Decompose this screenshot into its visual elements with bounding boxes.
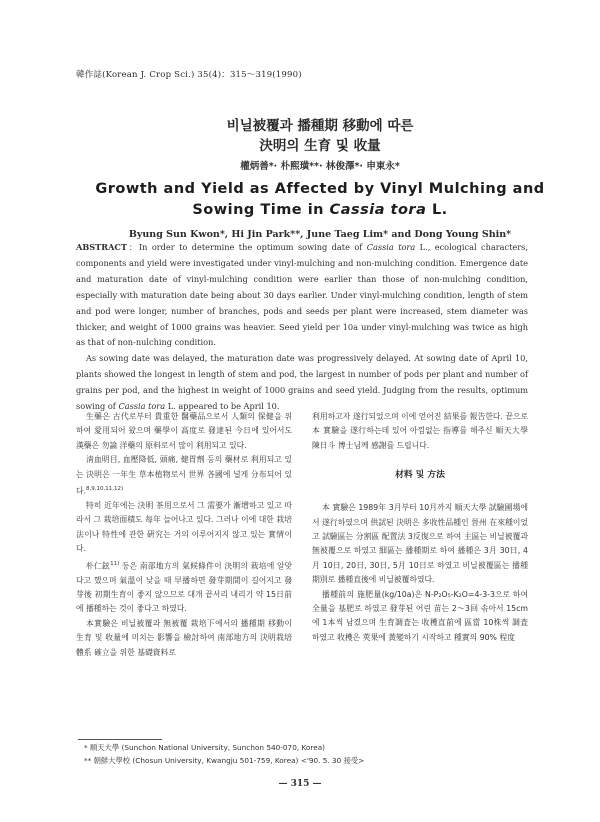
abstract-text: L. appeared to be April 10. [165, 401, 280, 412]
citation: 11) [110, 560, 120, 567]
species-name: Cassia tora [366, 242, 416, 252]
intro-text: 등은 南部地方의 氣候條件이 決明의 栽培에 알맞다고 했으며 氣溫이 낮을 때 早播하면 發芽期間이 길어지고 發芽後 初期生育이 좋지 않으므로 대개 끝서리 내리기 약 15日前에 播種하는 것이 좋다고 하였다. [76, 561, 293, 614]
abstract [76, 240, 528, 415]
abstract-paragraph-2 [76, 351, 528, 415]
intro-text: 朴仁鉉 [86, 561, 111, 571]
korean-title-line-2: 決明의 生育 및 收量 [259, 138, 381, 154]
english-title-line-1: Growth and Yield as Affected by Vinyl Mulching and [95, 181, 545, 197]
methods-paragraph-2: 播種前의 施肥量(kg/10a)은 N-P₂O₅-K₂O=4-3-3으로 하여 全量을 基肥로 하였고 發芽된 어린 苗는 2〜3回 솎아서 15cm에 1本씩 남겼으며 生育調査는 收穫直前에 區當 10株씩 調査하였고 收穫은 莢果에 黃變하기 시작하고 種實의 90% 程度 [312, 589, 528, 642]
footnotes [84, 741, 364, 767]
english-title [60, 179, 580, 221]
korean-title [60, 116, 580, 156]
abstract-text: ：In order to determine the optimum sowing date of [127, 242, 367, 252]
body-column-right [312, 410, 528, 645]
intro-paragraph-2 [76, 453, 292, 499]
citation: 8,9,10,11,12) [86, 486, 124, 493]
species-name: Cassia tora [118, 401, 166, 412]
abstract-paragraph-1 [76, 240, 528, 351]
title-in: in [307, 202, 324, 218]
body-column-left [76, 410, 292, 660]
footnote-divider [78, 739, 162, 740]
english-title-line-2 [60, 200, 580, 221]
abstract-label: ABSTRACT [76, 242, 128, 252]
intro-paragraph-5: 本實驗은 비닐被覆과 無被覆 栽培下에서의 播種期 移動이 生育 및 收量에 미치는 影響을 檢討하여 南部地方의 決明栽培體系 確立을 위한 基礎資料로 [76, 618, 292, 657]
intro-paragraph-1: 生藥은 古代로부터 貴重한 醫藥品으로서 人類의 保健을 위하여 愛用되어 왔으며 藥學이 高度로 發達된 今日에 있어서도 漢藥은 勿論 洋藥의 原料로서 많이 利用되고 있다. [76, 412, 292, 450]
english-authors: Byung Sun Kwon*, Hi Jin Park**, June Taeg Lim* and Dong Young Shin* [128, 229, 512, 240]
intro-paragraph-3: 特히 近年에는 決明 茶用으로서 그 需要가 漸增하고 있고 따라서 그 栽培面積도 每年 늘어나고 있다. 그러나 이에 대한 栽培法이나 特性에 관한 硏究는 거의 이루어지지 않고 있는 實情이다. [76, 501, 292, 554]
footnote-1: * 順天大學 (Sunchon National University, Sunchon 540-070, Korea) [84, 743, 326, 752]
title-species: Cassia tora [329, 202, 427, 218]
abstract-text: As sowing date was delayed, the maturation date was progressively delayed. At sowing date of April 10, plants showed the longest in length of stem and pod, the largest in number of pods per plant and number of grains per pod, and the highest in weight of 1000 grains and seed yield. Judging from the results, optimum sowing of [76, 353, 528, 412]
intro-paragraph-6: 利用하고자 遂行되었으며 이에 얻어진 結果를 報告한다. 끝으로 本 實驗을 遂行하는데 있어 아낌없는 指導를 해주신 順天大學 陳日斗 博士님께 感謝를 드립니다. [312, 412, 528, 450]
journal-reference: 韓作誌(Korean J. Crop Sci.) 35(4)：315〜319(1990) [76, 70, 302, 80]
footnote-2: ** 朝鮮大學校 (Chosun University, Kwangju 501-759, Korea) <'90. 5. 30 接受> [84, 756, 365, 765]
intro-paragraph-4 [76, 557, 292, 617]
title-block [60, 116, 580, 242]
title-sowing-time: Sowing Time [192, 202, 308, 218]
title-species-suffix: L. [431, 202, 448, 218]
korean-title-line-1: 비닐被覆과 播種期 移動에 따른 [226, 118, 414, 134]
section-heading-methods: 材料 및 方法 [395, 470, 445, 481]
abstract-text: L., ecological characters, components and yield were investigated under vinyl-mulching and non-mulching condition. Emergence date and maturation date of vinyl-mulching condition were earlier than those of non-mulching condition, especially with maturation date being about 30 days earlier. Under vinyl-mulching condition, length of stem and pod were longer, number of branches, pods and seeds per plant were increased, stem diameter was thicker, and weight of 1000 grains was heavier. Seed yield per 10a under vinyl-mulching was twice as high as that of non-nulching condition. [76, 242, 528, 348]
intro-text: 淸血明目, 血壓降低, 頭痛, 健胃劑 등의 藥材로 利用되고 있는 決明은 一年生 草本植物로서 世界 各國에 널게 分布되어 있다. [76, 455, 292, 496]
methods-paragraph-1: 本 實驗은 1989年 3月부터 10月까지 順天大學 試驗圃場에서 遂行하였으며 供試된 決明은 多收性品種인 晉州 在來種이었고 試驗區는 分割區 配置法 3反復으로 하여 主區는 비닐被覆과 無被覆으로 하였고 細區는 播種期로 하여 播種은 3月 30日, 4月 10日, 20日, 30日, 5月 10日로 하였고 비닐被覆區는 播種期別로 播種直後에 비닐被覆하였다. [312, 503, 528, 585]
korean-authors: 權炳善*· 朴熙璜**· 林俊澤*· 申東永* [240, 161, 400, 172]
page-number: — 315 — [278, 779, 322, 789]
